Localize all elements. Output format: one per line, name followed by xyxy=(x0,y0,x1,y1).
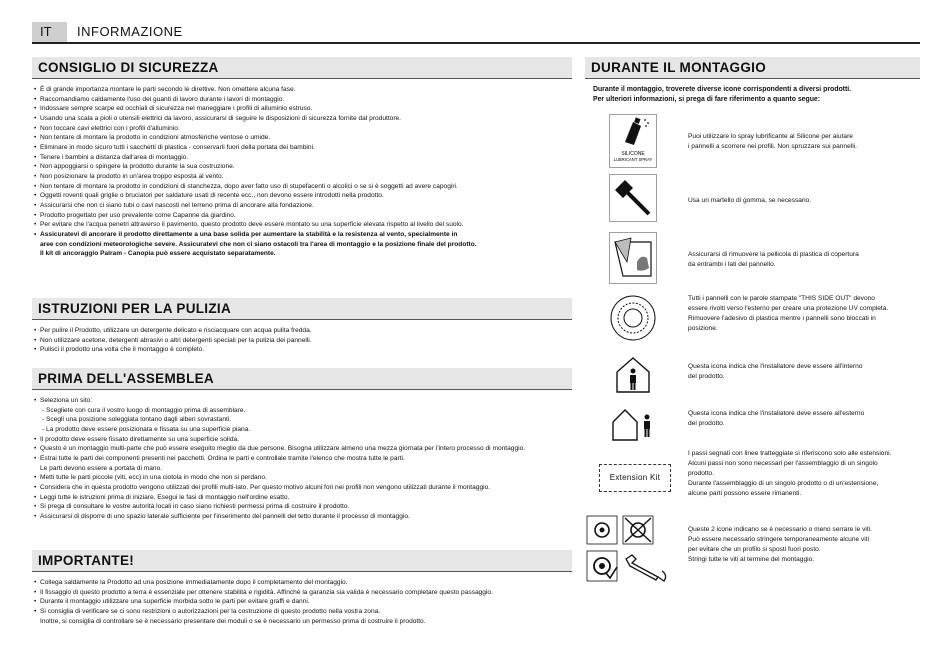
section-title-before-assembly: PRIMA DELL'ASSEMBLEA xyxy=(32,368,572,390)
list-item: • Leggi tutte le istruzioni prima di iniziare. Esegui le fasi di montaggio nell'ordine esatto. xyxy=(32,493,572,503)
list-item: • Per evitare che l'acqua penetri attraverso il pavimento, questo prodotto deve essere montato su una superficie elevata rispetto al livello del suolo. xyxy=(32,220,572,230)
icon-row-screws xyxy=(585,515,925,585)
svg-text:LUBRICANT SPRAY: LUBRICANT SPRAY xyxy=(613,157,653,162)
row-text: Assicurarsi di rimuovere la pellicola di plastica di copertura da entrambi i lati del pannello. xyxy=(688,251,859,268)
list-item: • Collega saldamente la Prodotto ad una posizione immediatamente dopo il completamento del montaggio. xyxy=(32,578,572,588)
safety-list xyxy=(32,85,572,230)
before-list xyxy=(32,396,572,522)
section-title-important: IMPORTANTE! xyxy=(32,550,572,572)
icon-row-peel-film xyxy=(585,232,925,287)
row-text: Puoi utilizzare lo spray lubrificante al Silicone per aiutare i pannelli a scorrere nei profili. Non spruzzare sui pannelli. xyxy=(688,133,857,150)
icon-row-installer-outside xyxy=(585,404,925,452)
list-item: • Pulisci il prodotto una volta che il montaggio è completo. xyxy=(32,345,572,355)
list-item: • È di grande importanza montare le parti secondo le direttive. Non omettere alcuna fase. xyxy=(32,85,572,95)
list-item: • Il fissaggio di questo prodotto a terra è essenziale per ottenere stabilità e rigidità. Affinché la garanzia sia valida è necessario completare questo passaggio. xyxy=(32,588,572,598)
during-intro xyxy=(585,85,920,105)
screw-tighten-icon xyxy=(586,515,676,583)
row-text: I passi segnati con linee tratteggiate si riferiscono solo alle estensioni. Alcuni passi non sono necessari per l'assemblaggio di un singolo prodotto. Durante l'assemblaggio di un singolo prodotto o di un'estensione, alcune parti possono essere rimanenti. xyxy=(688,450,892,497)
installer-outside-icon xyxy=(609,404,657,444)
list-item: Inoltre, si consiglia di controllare se è necessario presentare dei moduli o se è necessario un permesso prima di costruire il prodotto. xyxy=(40,617,426,625)
list-item: • Il prodotto deve essere fissato direttamente su una superficie solida. xyxy=(32,435,572,445)
silicone-spray-icon xyxy=(609,114,657,168)
section-title-safety: CONSIGLIO DI SICUREZZA xyxy=(32,57,572,79)
sun-uv-icon xyxy=(609,292,657,344)
list-item: - Scegliete con cura il vostro luogo di montaggio prima di assemblare. xyxy=(42,406,246,414)
important-section xyxy=(32,550,572,626)
row-text: Queste 2 icone indicano se è necessario o meno serrare le viti. Può essere necessario stringere temporaneamente alcune viti per evitare che un profilo si sposti fuori posto. Stringi tutte le viti al termine del montaggio. xyxy=(688,526,872,563)
list-item: • Non appoggiarsi o spingere la prodotto durante la sua costruzione. xyxy=(32,162,572,172)
list-item: • Non utilizzare acetone, detergenti abrasivi o altri detergenti speciali per la pulizia dei pannelli. xyxy=(32,336,572,346)
header-bar xyxy=(32,22,920,44)
intro-line: Per ulteriori informazioni, si prega di fare riferimento a quanto segue: xyxy=(593,96,821,103)
list-item: • Prodotto progettato per uso prevalente come Capanne da giardino. xyxy=(32,211,572,221)
row-text: Questa icona indica che l'installatore deve essere all'esterno del prodotto. xyxy=(688,410,865,427)
rubber-mallet-icon xyxy=(609,174,657,222)
list-item: • Assicurarsi che non ci siano tubi o cavi nascosti nel terreno prima di ancorare alla fondazione. xyxy=(32,201,572,211)
language-code: IT xyxy=(32,22,67,42)
list-item: Le parti devono essere a portata di mano. xyxy=(40,464,163,472)
safety-section xyxy=(32,57,572,259)
installer-inside-icon xyxy=(609,354,657,394)
cleaning-section xyxy=(32,298,572,355)
list-item: • Tenere i bambini a distanza dall'area di montaggio. xyxy=(32,153,572,163)
list-item: • Considera che in questa prodotto vengono utilizzati dei profili multi-lato. Per questo motivo alcuni fori nei profili non vengono utilizzati durante il montaggio. xyxy=(32,483,572,493)
bold-note-line: aree con condizioni meteorologiche severe. Assicuratevi che non ci siano ostacoli tra l'area di montaggio e la posizione finale del prodotto. xyxy=(40,240,477,248)
icon-row-mallet xyxy=(585,174,925,226)
page-title: INFORMAZIONE xyxy=(77,24,183,39)
list-item: • Seleziona un sito: xyxy=(32,396,572,406)
list-item: • Assicurarsi di disporre di uno spazio laterale sufficiente per l'inserimento dei pannelli del tetto durante il processo di montaggio. xyxy=(32,512,572,522)
list-item: • Si prega di consultare le vostre autorità locali in caso siano richiesti permessi prima di costruire il prodotto. xyxy=(32,502,572,512)
list-item: • Oggetti roventi quali griglie o bruciatori per saldature usati di recente ecc., non devono essere introdotti nella prodotto. xyxy=(32,191,572,201)
right-column xyxy=(585,57,920,597)
list-item: • Per pulire il Prodotto, utilizzare un detergente delicato e risciacquare con acqua pulita fredda. xyxy=(32,326,572,336)
left-column xyxy=(32,57,572,625)
list-item: • Non tentare di montare la prodotto in condizioni di stanchezza, dopo aver fatto uso di stupefacenti o alcolici o se si è soggetti ad avere capogiri. xyxy=(32,182,572,192)
row-text: Usa un martello di gomma, se necessario. xyxy=(688,197,812,204)
bold-note-line: Il kit di ancoraggio Palram - Canopia può essere acquistato separatamente. xyxy=(40,250,276,258)
list-item: • Non toccare cavi elettrici con i profili d'alluminio. xyxy=(32,124,572,134)
list-item: • Indossare sempre scarpe ed occhiali di sicurezza nel maneggiare i profili di alluminio estruso. xyxy=(32,104,572,114)
peel-film-icon xyxy=(609,232,657,284)
bold-note-line: • Assicuratevi di ancorare il prodotto direttamente a una base solida per aumentare la stabilità e la resistenza al vento, specialmente in xyxy=(32,230,572,240)
cleaning-list xyxy=(32,326,572,355)
list-item: • Estrai tutte le parti dei componenti presenti nei pacchetti. Ordina le parti e controllale tramite l'elenco che mostra tutte le parti. xyxy=(32,454,572,464)
list-item: • Raccomandiamo caldamente l'uso dei guanti di lavoro durante i lavori di montaggio. xyxy=(32,95,572,105)
list-item: • Usando una scala a pioli o utensili elettrici da lavoro, assicurarsi di seguire le disposizioni di sicurezza fornite dal produttore. xyxy=(32,114,572,124)
list-item: • Eliminare in modo sicuro tutti i sacchetti di plastica - conservarli fuori della portata dei bambini. xyxy=(32,143,572,153)
safety-bold-note xyxy=(32,230,572,259)
important-list xyxy=(32,578,572,626)
list-item: - Scegli una posizione soleggiata lontano dagli alberi sovrastanti. xyxy=(42,416,232,424)
list-item: • Non posizionare la prodotto in un'area troppo esposta al vento. xyxy=(32,172,572,182)
svg-text:SILICONE: SILICONE xyxy=(621,151,645,157)
intro-line: Durante il montaggio, troverete diverse icone corrispondenti a diversi prodotti. xyxy=(593,86,852,93)
extension-kit-icon: Extension Kit xyxy=(599,464,671,492)
row-text: Questa icona indica che l'installatore deve essere all'interno del prodotto. xyxy=(688,363,863,380)
row-text: Tutti i pannelli con le parole stampate "THIS SIDE OUT" devono essere rivolti verso l'esterno per creare una protezione UV completa. Rimuovere l'adesivo di plastica mentre i pannelli sono bloccati in posizione. xyxy=(688,295,889,332)
icon-row-extension-kit xyxy=(585,449,925,507)
list-item: • Durante il montaggio utilizzare una superficie morbida sotto le parti per evitare graffi e danni. xyxy=(32,597,572,607)
list-item: - La prodotto deve essere posizionata e fissata su una superficie piana. xyxy=(42,425,251,433)
icon-row-silicone xyxy=(585,114,925,170)
before-section xyxy=(32,368,572,522)
section-title-during-assembly: DURANTE IL MONTAGGIO xyxy=(585,57,920,79)
list-item: • Questo è un montaggio multi-parte che può essere eseguito meglio da due persone. Bisogna utilizzare almeno una mezza giornata per l'intero processo di montaggio. xyxy=(32,444,572,454)
icon-row-uv-side xyxy=(585,292,925,348)
list-item: • Metti tutte le parti piccole (viti, ecc) in una ciotola in modo che non si perdano. xyxy=(32,473,572,483)
icon-row-installer-inside xyxy=(585,354,925,402)
list-item: • Non tentare di montare la prodotto in condizioni atmosferiche ventose o umide. xyxy=(32,133,572,143)
section-title-cleaning: ISTRUZIONI PER LA PULIZIA xyxy=(32,298,572,320)
list-item: • Si consiglia di verificare se ci sono restrizioni o autorizzazioni per la costruzione di questo prodotto nella vostra zona. xyxy=(32,607,572,617)
